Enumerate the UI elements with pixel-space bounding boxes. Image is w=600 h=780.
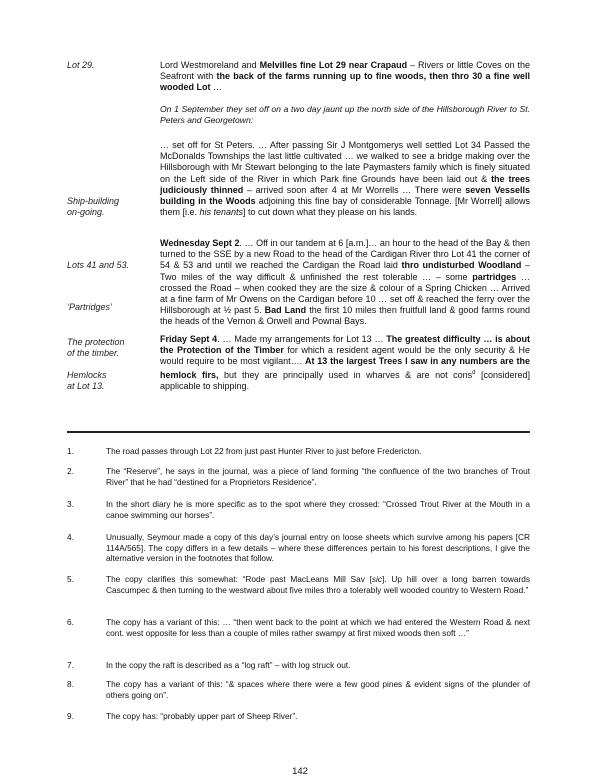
footnote-number: 7. xyxy=(67,660,74,670)
footnote-text: The copy clarifies this somewhat: “Rode past MacLeans Mill Sav [sic]. Up hill over a long barren towards Cascumpec & then turning to the westward about five miles thro a tolerably well wooded country to Western Road.” xyxy=(106,574,530,595)
page-number: 142 xyxy=(292,766,308,777)
paragraph-sept-4: Friday Sept 4. … Made my arrangements for Lot 13 … The greatest difficulty … is about the Protection of the Timber for which a resident agent would be the only security & He would require to be most vigilant…. At 13 the largest Trees I saw in any numbers are the hemlock firs, but they are principally used in wharves & are not cons$^d$ [considered] applicable to shipping. xyxy=(160,334,530,391)
footnote-text: The road passes through Lot 22 from just past Hunter River to just before Fredericton. xyxy=(106,446,422,456)
paragraph-st-peters: … set off for St Peters. … After passing Sir J Montgomerys well settled Lot 34 Passed the McDonalds Townships the last little cultivated … we walked to see a bridge making over the Hillsborough with Mr Stewart belonging to the late Paymasters family which is finely situated on the Left side of the River in which Park fine Grounds have been laid out & the trees judiciously thinned – arrived soon after 4 at Mr Worrells … There were seven Vessells building in the Woods adjoining this fine bay of considerable Tonnage. [Mr Worrell] allows them [i.e. his tenants] to cut down what they please on his lands. xyxy=(160,140,530,218)
margin-note-partridges: ‘Partridges’ xyxy=(67,302,113,312)
footnote-number: 3. xyxy=(67,499,74,509)
margin-note-hemlocks: Hemlocks at Lot 13. xyxy=(67,370,107,391)
footnote-number: 9. xyxy=(67,711,74,721)
footnote-number: 5. xyxy=(67,574,74,584)
margin-note-shipbuilding: Ship-building on-going. xyxy=(67,196,120,217)
footnote-text: In the copy the raft is described as a “log raft” – with log struck out. xyxy=(106,660,351,670)
footnote-number: 4. xyxy=(67,532,74,542)
margin-note-lots-41-53: Lots 41 and 53. xyxy=(67,260,130,270)
margin-note-lot29: Lot 29. xyxy=(67,60,95,70)
footnote-text: The copy has a variant of this: “& spaces where there were a few good pines & evident signs of the plunder of others going on”. xyxy=(106,679,530,700)
paragraph-sept-2: Wednesday Sept 2. … Off in our tandem at 6 [a.m.]… an hour to the head of the Bay & then turned to the SSE by a new Road to the head of the Cardigan River thro Lot 41 the corner of 54 & 53 and until we reached the Cardigan the Road laid thro undisturbed Woodland – Two miles of the way difficult & unfinished the rest tolerable … – some partridges … crossed the Road – when cooked they are the size & colour of a Spring Chicken … Arrived at a fine farm of Mr Owens on the Cardigan before 10 … set off & reached the ferry over the Hillsborough at ½ past 5. Bad Land the first 10 miles then fruitfull land & good farms round the heads of the Vernon & Orwell and Pownal Bays. xyxy=(160,238,530,327)
footnote-text: The copy has: “probably upper part of Sheep River”. xyxy=(106,711,298,721)
footnote-text: The “Reserve”, he says in the journal, was a piece of land forming “the confluence of the two branches of Trout River” that he had “destined for a Proprietors Residence”. xyxy=(106,466,530,487)
footnote-number: 2. xyxy=(67,466,74,476)
footnote-text: Unusually, Seymour made a copy of this day’s journal entry on loose sheets which survive among his papers [CR 114A/565]. The copy differs in a few details – where these differences pertain to his forest descriptions, I give the alternative version in the footnotes that follow. xyxy=(106,532,530,564)
intro-note: On 1 September they set off on a two day jaunt up the north side of the Hillsborough River to St. Peters and Georgetown: xyxy=(160,104,530,125)
footnote-number: 8. xyxy=(67,679,74,689)
footnote-text: In the short diary he is more specific as to the spot where they crossed: “Crossed Trout River at the Mouth in a canoe swimming our horses”. xyxy=(106,499,530,520)
footnote-number: 6. xyxy=(67,617,74,627)
paragraph-lot29: Lord Westmoreland and Melvilles fine Lot 29 near Crapaud – Rivers or little Coves on the Seafront with the back of the farms running up to fine woods, then thro 30 a fine well wooded Lot … xyxy=(160,60,530,93)
footnote-text: The copy has a variant of this: … “then went back to the point at which we had entered the Western Road & next cont. west opposite for less than a couple of miles rather swampy at first mixed woods then soft …” xyxy=(106,617,530,638)
footnote-divider xyxy=(67,431,530,433)
footnote-number: 1. xyxy=(67,446,74,456)
margin-note-protection: The protection of the timber. xyxy=(67,337,125,358)
